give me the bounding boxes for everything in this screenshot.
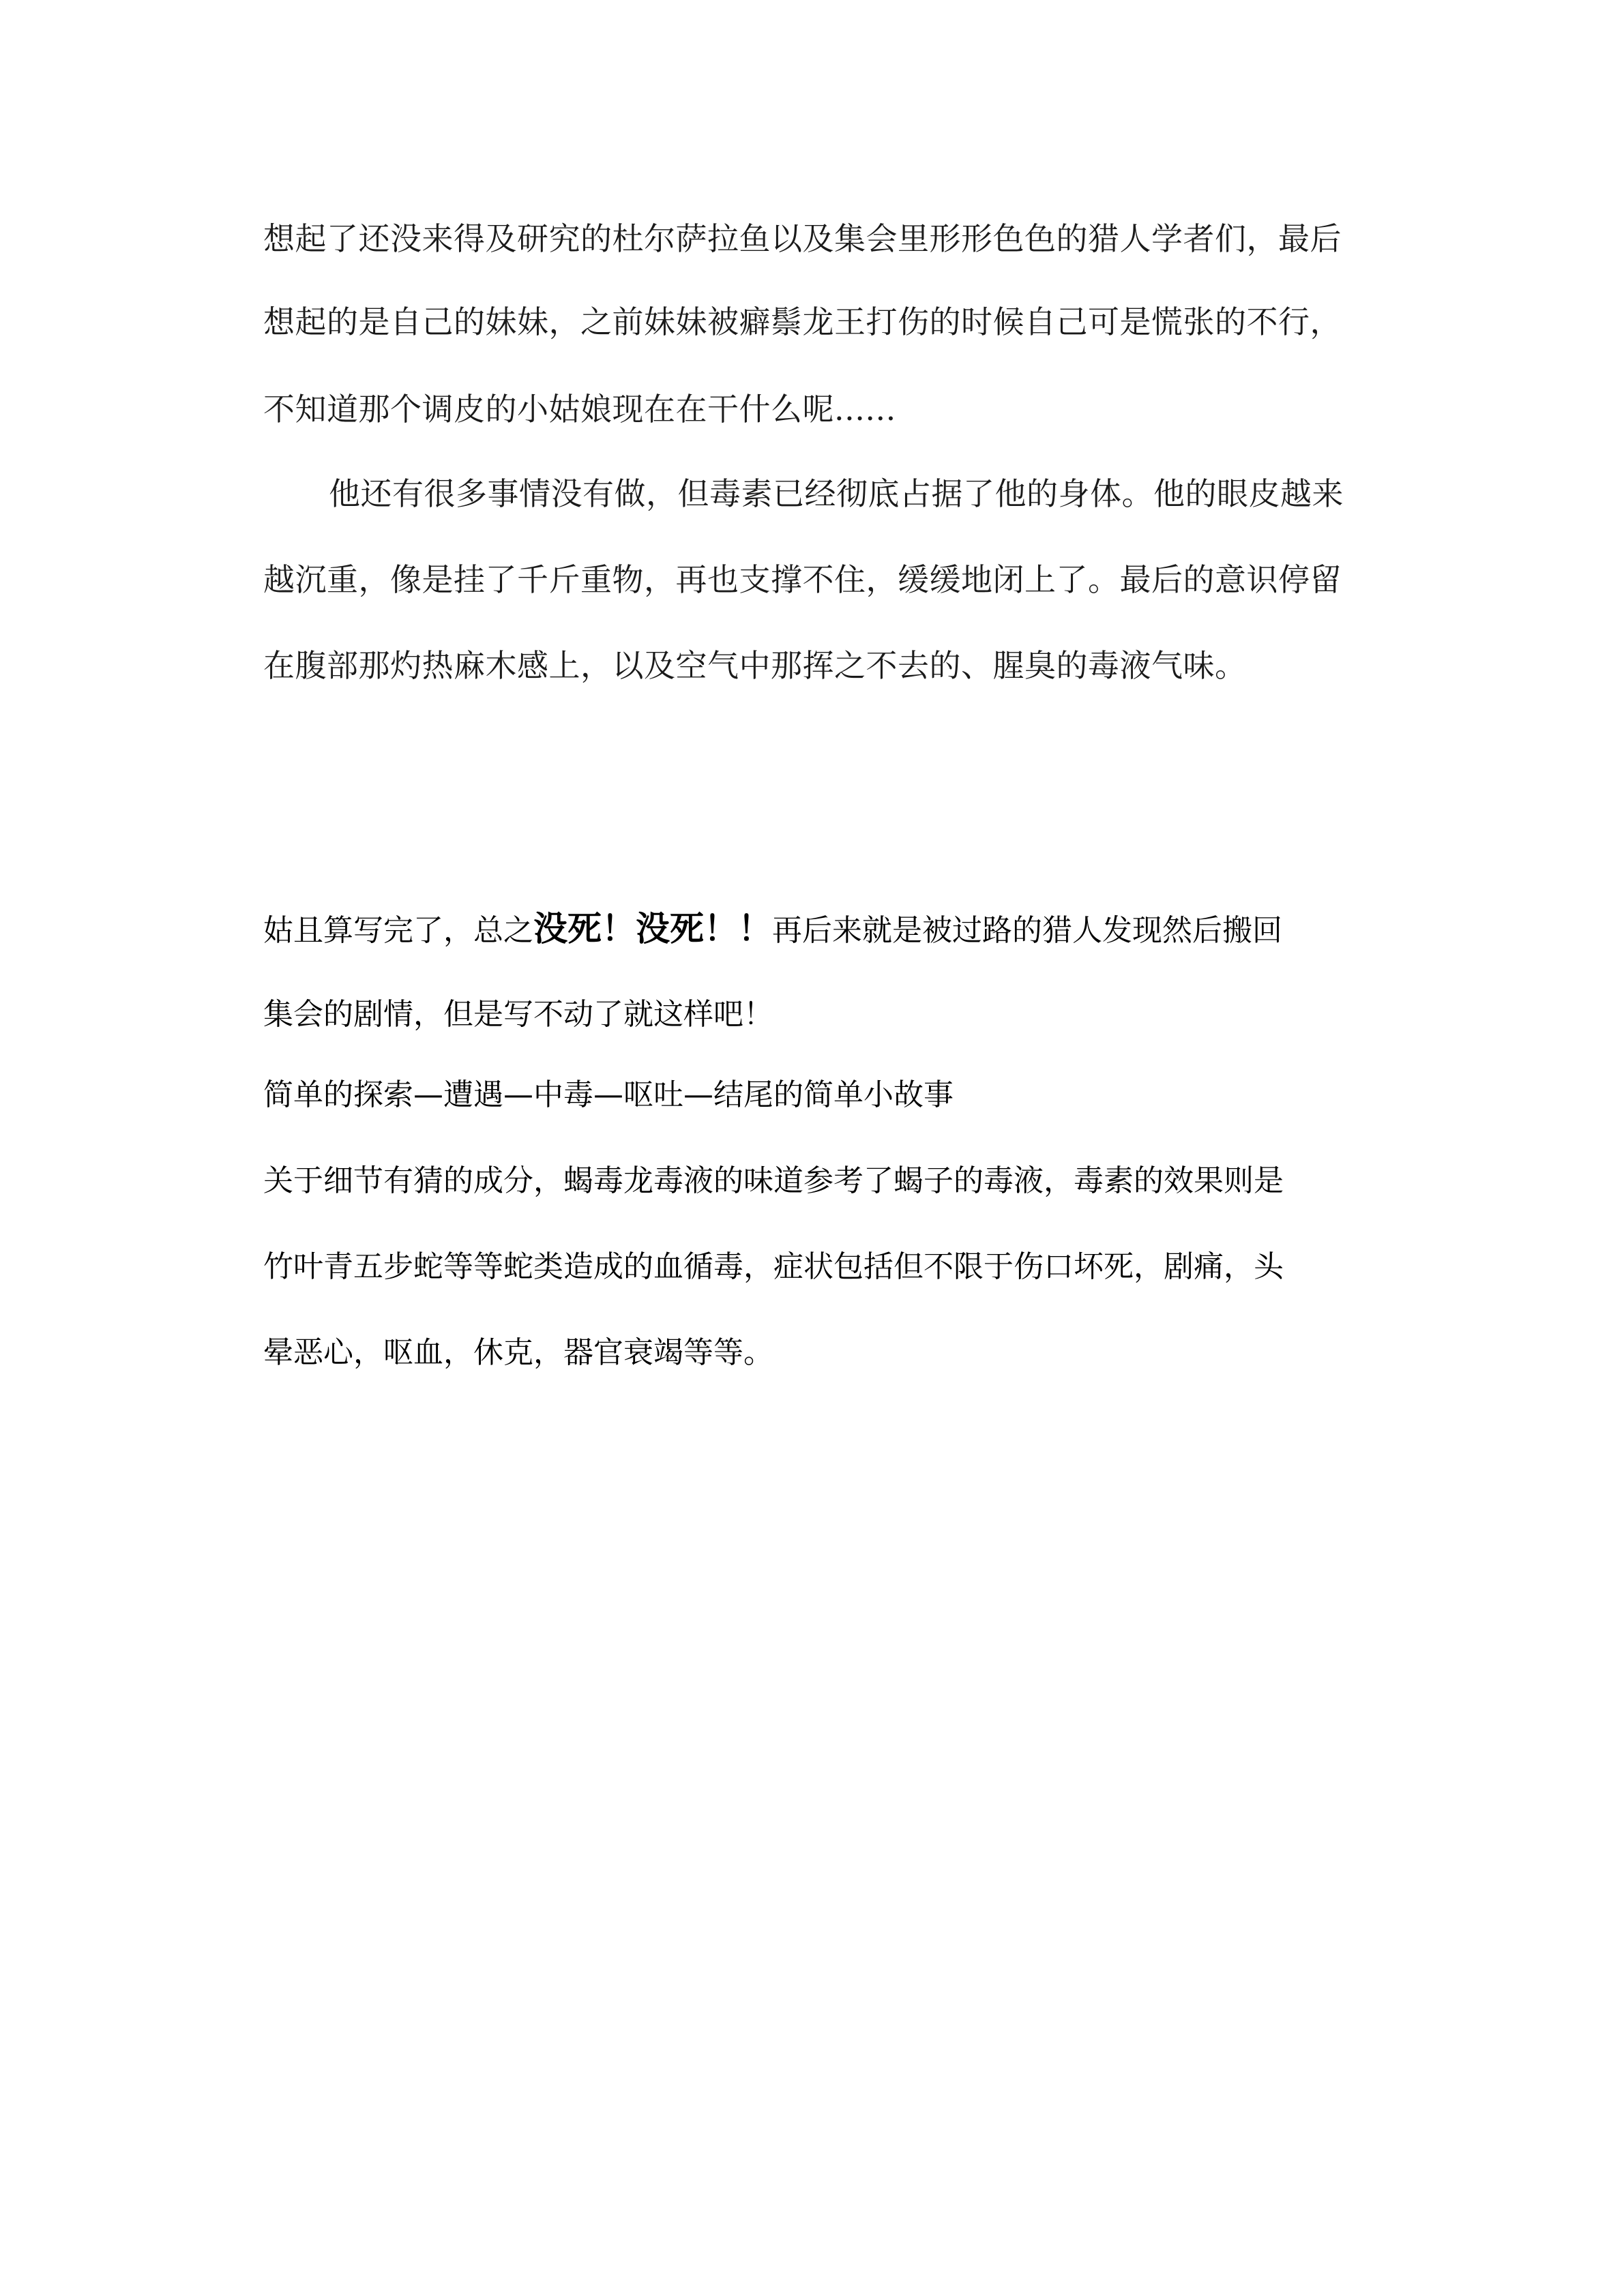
story-paragraph-2-line-1: 他还有很多事情没有做，但毒素已经彻底占据了他的身体。他的眼皮越来	[329, 475, 1344, 512]
author-note-emphasis: 没死！没死！！	[533, 909, 772, 949]
author-note-line-2: 集会的剧情，但是写不动了就这样吧！	[263, 997, 773, 1032]
author-note-line-1	[263, 907, 1282, 953]
story-paragraph-1-line-1: 想起了还没来得及研究的杜尔萨拉鱼以及集会里形形色色的猎人学者们，最后	[263, 220, 1342, 257]
author-note-line-5: 竹叶青五步蛇等等蛇类造成的血循毒，症状包括但不限于伤口坏死，剧痛，头	[263, 1249, 1284, 1284]
story-paragraph-1-line-2: 想起的是自己的妹妹，之前妹妹被癖鬃龙王打伤的时候自己可是慌张的不行，	[263, 303, 1342, 340]
story-paragraph-1-line-3: 不知道那个调皮的小姑娘现在在干什么呢......	[263, 391, 896, 428]
author-note-line-1-prefix: 姑且算写完了，总之	[263, 913, 533, 948]
author-note-line-4: 关于细节有猜的成分，蝎毒龙毒液的味道参考了蝎子的毒液，毒素的效果则是	[263, 1163, 1284, 1198]
author-note-summary: 简单的探索—遭遇—中毒—呕吐—结尾的简单小故事	[263, 1077, 954, 1112]
author-note-line-1-suffix: 再后来就是被过路的猎人发现然后搬回	[772, 913, 1282, 948]
story-paragraph-2-line-3: 在腹部那灼热麻木感上，以及空气中那挥之不去的、腥臭的毒液气味。	[263, 647, 1247, 684]
author-note-line-6: 晕恶心，呕血，休克，器官衰竭等等。	[263, 1335, 773, 1370]
story-paragraph-2-line-2: 越沉重，像是挂了千斤重物，再也支撑不住，缓缓地闭上了。最后的意识停留	[263, 561, 1342, 598]
